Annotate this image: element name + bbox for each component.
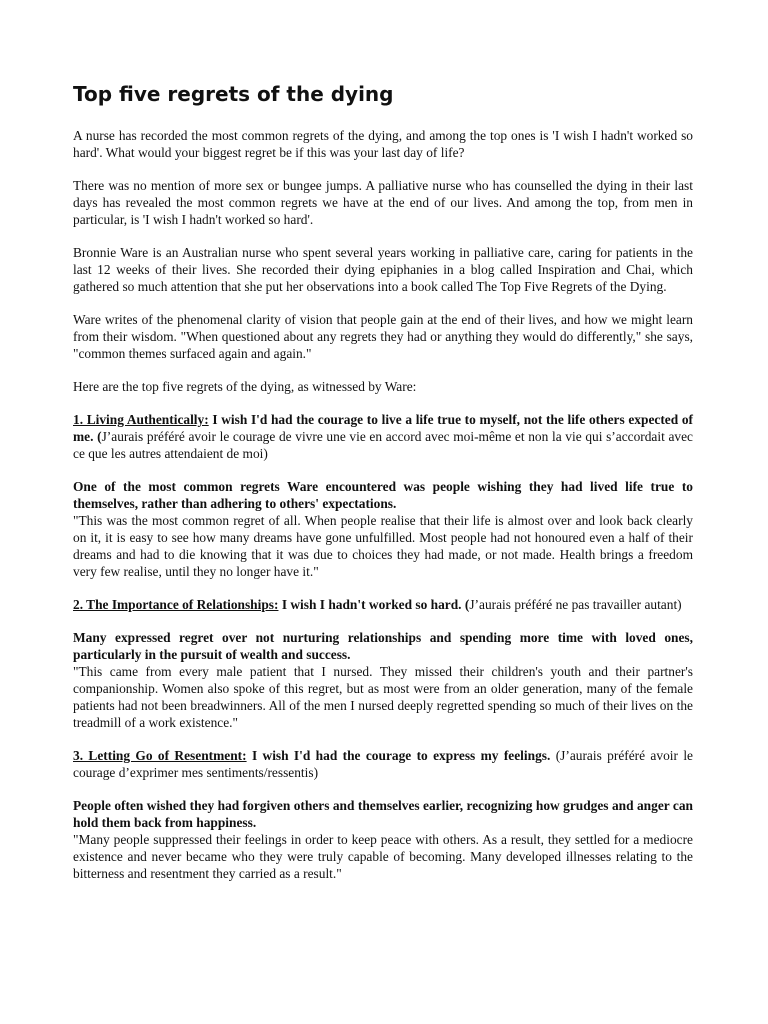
document-page (73, 80, 693, 898)
regret-translation: J’aurais préféré avoir le courage d’exprimer mes sentiments/ressentis) (73, 748, 693, 780)
translation-open: ( (461, 597, 470, 612)
intro-paragraph: Here are the top five regrets of the dying, as witnessed by Ware: (73, 379, 417, 394)
intro-paragraph: Bronnie Ware is an Australian nurse who spent several years working in palliative care, caring for patients in the last 12 weeks of their lives. She recorded their dying epiphanies in a blog called Inspiration and Chai, which gathered so much attention that she put her observations into a book called The Top Five Regrets of the Dying. (73, 245, 693, 294)
regret-heading: 2. The Importance of Relationships: (73, 597, 279, 612)
regret-1-explanation (73, 478, 693, 580)
regret-statement: I wish I'd had the courage to live a life true to myself, not the life others expected of me. (73, 412, 693, 444)
regret-quote: "This was the most common regret of all. When people realise that their life is almost over and look back clearly on it, it is easy to see how many dreams have gone unfulfilled. Most people had not honoured even a half of their dreams and had to die knowing that it was due to choices they had made, or not made. Health brings a freedom very few realise, until they no longer have it." (73, 513, 693, 579)
translation-open: ( (93, 429, 102, 444)
regret-quote: "This came from every male patient that I nursed. They missed their children's youth and their partner's companionship. Women also spoke of this regret, but as most were from an older generation, many of the female patients had not been breadwinners. All of the men I nursed deeply regretted spending so much of their lives on the treadmill of a work existence." (73, 664, 693, 730)
regret-translation: J’aurais préféré ne pas travailler autant) (469, 597, 682, 612)
regret-heading: 3. Letting Go of Resentment: (73, 748, 247, 763)
regret-2-statement (73, 596, 693, 613)
translation-open: ( (550, 748, 561, 763)
regret-quote: "Many people suppressed their feelings in order to keep peace with others. As a result, they settled for a mediocre existence and never became who they were truly capable of becoming. Many developed illnesses relating to the bitterness and resentment they carried as a result." (73, 832, 693, 881)
regret-lead: Many expressed regret over not nurturing relationships and spending more time with loved ones, particularly in the pursuit of wealth and success. (73, 630, 693, 662)
regret-3-explanation (73, 797, 693, 882)
regret-statement: I wish I hadn't worked so hard. (278, 597, 462, 612)
regret-lead: People often wished they had forgiven others and themselves earlier, recognizing how grudges and anger can hold them back from happiness. (73, 798, 693, 830)
regret-1-statement (73, 411, 693, 462)
regret-lead: One of the most common regrets Ware encountered was people wishing they had lived life true to themselves, rather than adhering to others' expectations. (73, 479, 693, 511)
intro-paragraph: A nurse has recorded the most common regrets of the dying, and among the top ones is 'I wish I hadn't worked so hard'. What would your biggest regret be if this was your last day of life? (73, 128, 693, 160)
regret-3-statement (73, 747, 693, 781)
regret-heading: 1. Living Authentically: (73, 412, 209, 427)
regret-translation: J’aurais préféré avoir le courage de vivre une vie en accord avec moi-même et non la vie qui s’accordait avec ce que les autres attendaient de moi) (73, 429, 694, 461)
document-title: Top five regrets of the dying (73, 82, 394, 106)
regret-statement: I wish I'd had the courage to express my feelings. (246, 748, 551, 763)
regret-2-explanation (73, 629, 693, 731)
intro-paragraph: Ware writes of the phenomenal clarity of vision that people gain at the end of their lives, and how we might learn from their wisdom. "When questioned about any regrets they had or anything they would do differently," she says, "common themes surfaced again and again." (73, 312, 693, 361)
intro-paragraph: There was no mention of more sex or bungee jumps. A palliative nurse who has counselled the dying in their last days has revealed the most common regrets we have at the end of our lives. And among the top, from men in particular, is 'I wish I hadn't worked so hard'. (73, 178, 693, 227)
